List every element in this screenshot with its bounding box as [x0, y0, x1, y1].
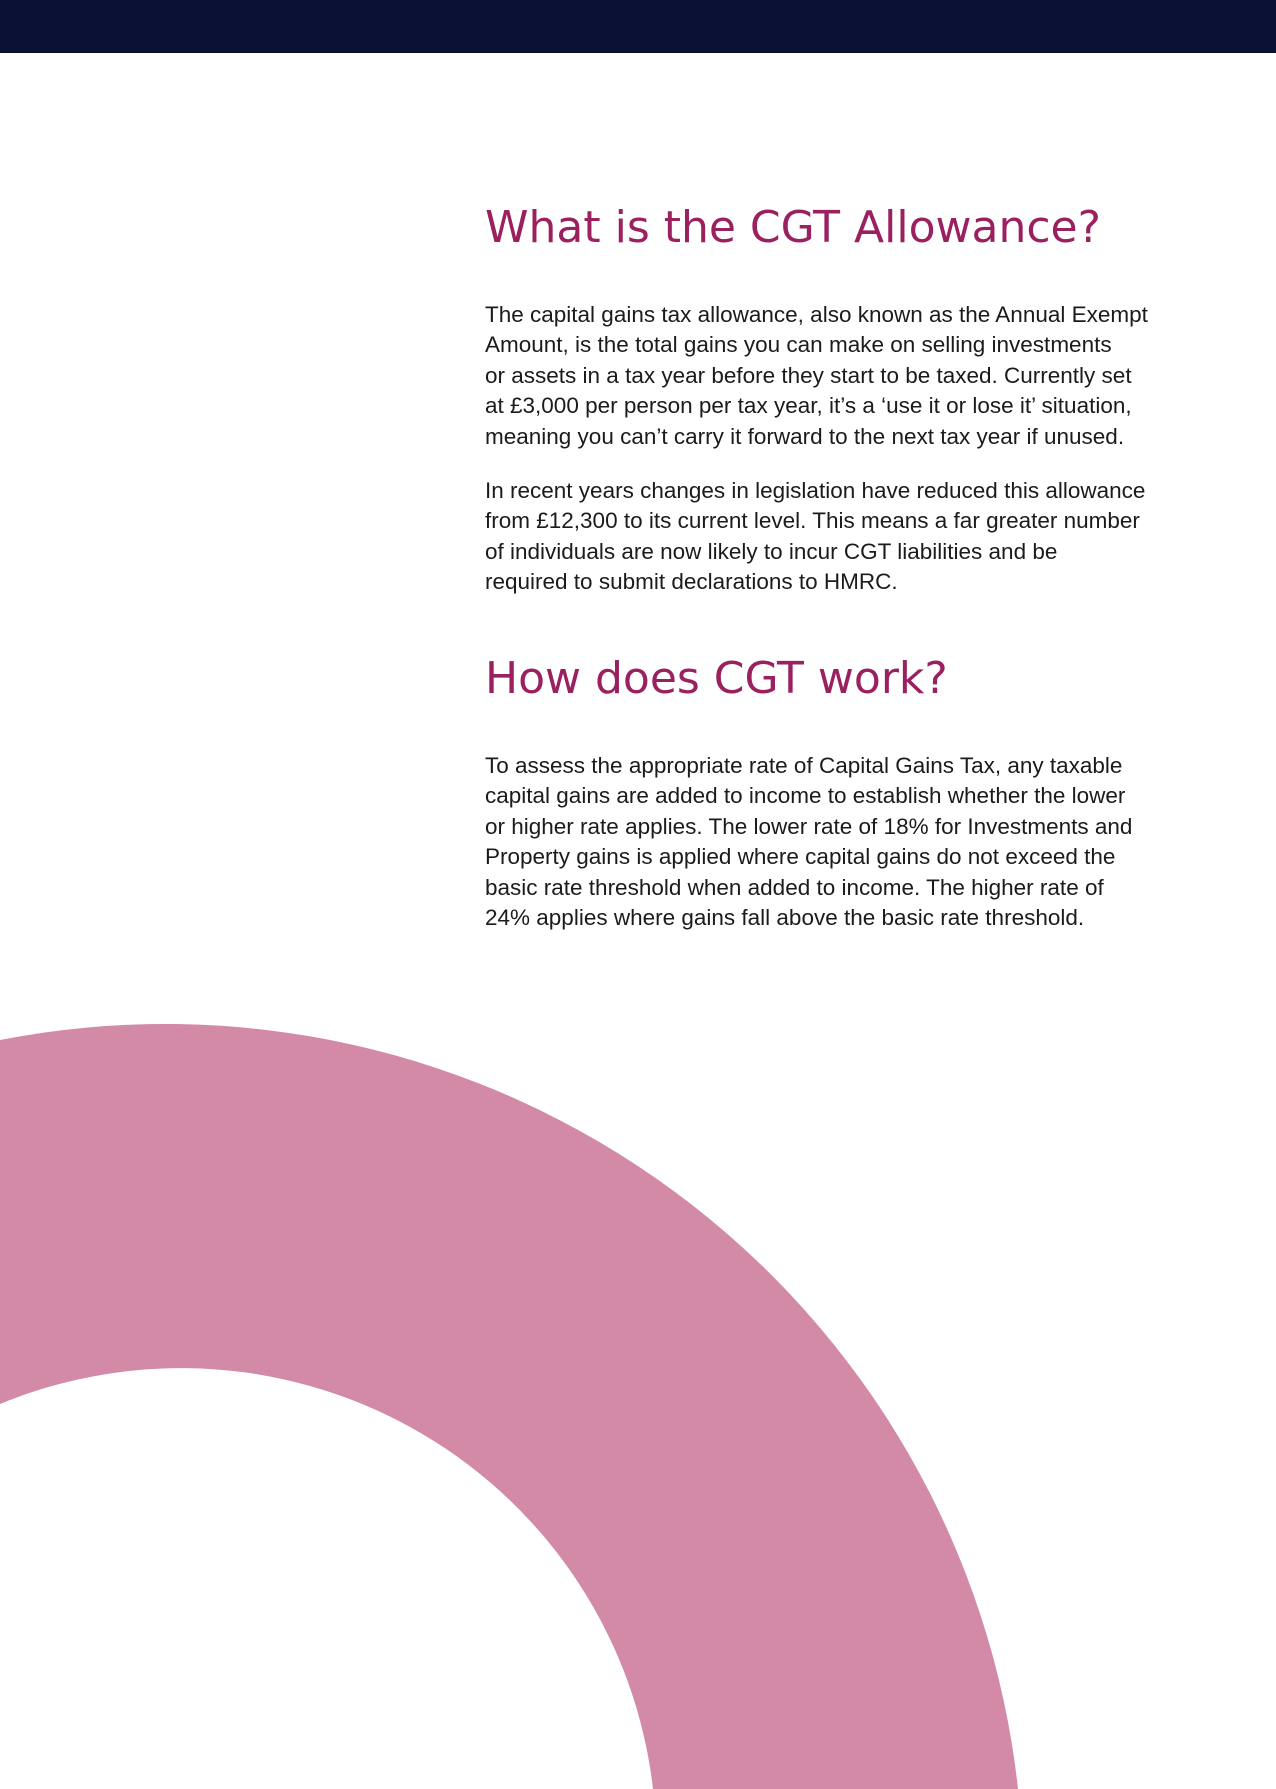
text-line: To assess the appropriate rate of Capital Gains Tax, any taxable: [485, 753, 1123, 778]
text-line: capital gains are added to income to establish whether the lower: [485, 783, 1126, 809]
text-line: required to submit declarations to HMRC.: [485, 569, 898, 595]
text-line: from £12,300 to its current level. This means a far greater number: [485, 508, 1140, 534]
text-line: or assets in a tax year before they start to be taxed. Currently set: [485, 362, 1132, 388]
pink-arc: [0, 1024, 1018, 1789]
text-line: Property gains is applied where capital gains do not exceed the: [485, 844, 1116, 870]
text-line: In recent years changes in legislation have reduced this allowance: [485, 478, 1146, 503]
paragraph-legislation-changes: [485, 476, 1155, 598]
text-line: The capital gains tax allowance, also known as the Annual Exempt: [485, 302, 1148, 327]
text-line: at £3,000 per person per tax year, it’s a ‘use it or lose it’ situation,: [485, 393, 1132, 419]
heading-how-cgt-works: How does CGT work?: [485, 653, 948, 704]
text-line: Amount, is the total gains you can make on selling investments: [485, 332, 1112, 358]
text-line: or higher rate applies. The lower rate of 18% for Investments and: [485, 813, 1133, 839]
text-line: of individuals are now likely to incur CGT liabilities and be: [485, 538, 1058, 564]
text-line: 24% applies where gains fall above the basic rate threshold.: [485, 905, 1085, 931]
text-line: meaning you can’t carry it forward to the next tax year if unused.: [485, 423, 1125, 449]
paragraph-cgt-rates: [485, 751, 1155, 933]
text-line: basic rate threshold when added to income. The higher rate of: [485, 874, 1104, 900]
paragraph-allowance-definition: [485, 300, 1155, 452]
heading-cgt-allowance: What is the CGT Allowance?: [485, 202, 1101, 253]
